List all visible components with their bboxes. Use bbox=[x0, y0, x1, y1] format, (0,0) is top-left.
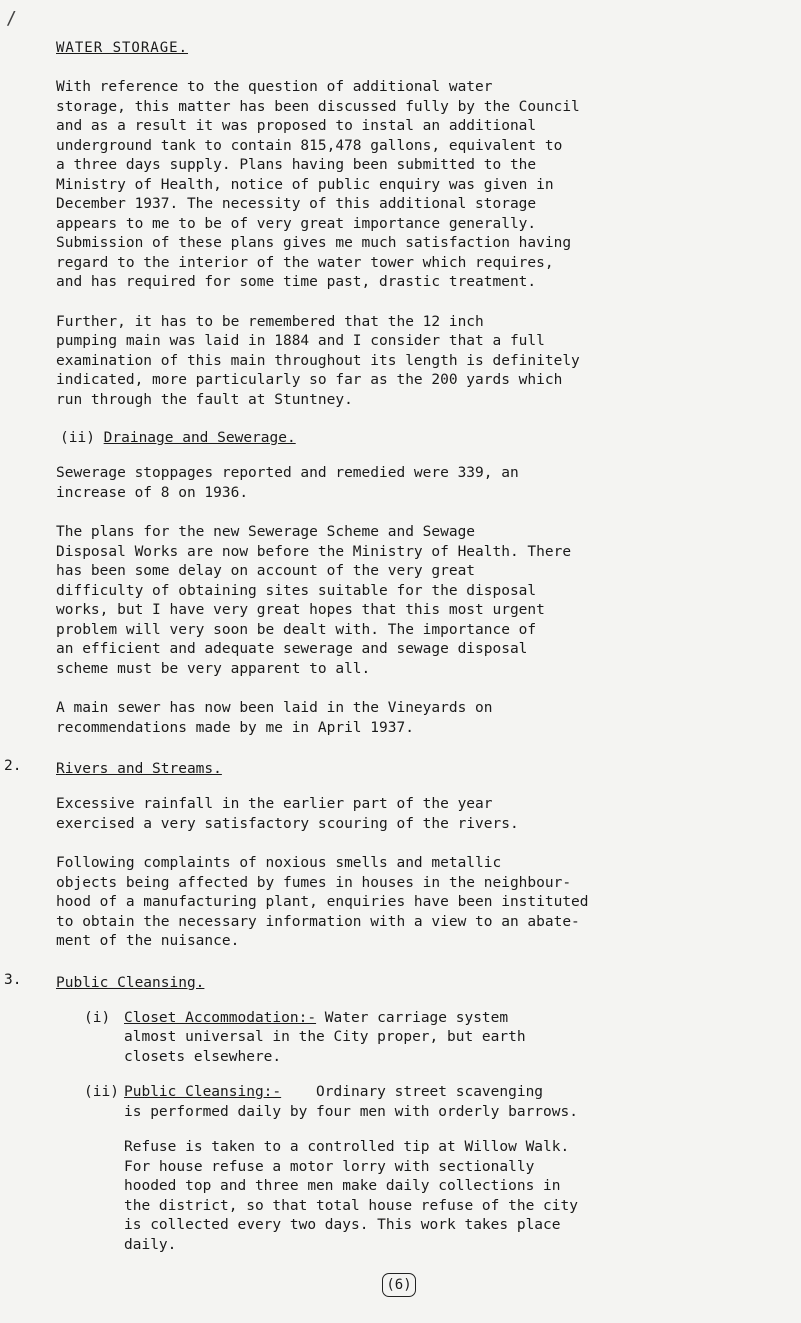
page-number: (6) bbox=[382, 1273, 416, 1297]
paragraph-rivers-1: Excessive rainfall in the earlier part of the year exercised a very satisfactory scouring of the rivers. bbox=[56, 796, 519, 832]
paragraph-water-storage-1: With reference to the question of additional water storage, this matter has been discussed fully by the Council and as a result it was proposed to instal an additional underground tank to contain 815,478 gallons, equivalent to a three days supply. Plans having been submitted to the Ministry of Health, notice of public enquiry was given in December 1937. The necessity of this additional storage appears to me to be of very great importance generally. Submission of these plans gives me much satisfaction having regard to the interior of the water tower which requires, and has required for some time past, drastic treatment. bbox=[56, 79, 580, 290]
paragraph-main-sewer: A main sewer has now been laid in the Vineyards on recommendations made by me in April 1937. bbox=[56, 700, 493, 736]
list-item-public-cleansing bbox=[84, 1083, 781, 1122]
item-lead: Public Cleansing:- bbox=[124, 1084, 282, 1100]
section-title: Public Cleansing. bbox=[56, 974, 205, 991]
paragraph-water-storage-2: Further, it has to be remembered that the 12 inch pumping main was laid in 1884 and I consider that a full examination of this main throughout its length is definitely indicated, more particularly so far as the 200 yards which run through the fault at Stuntney. bbox=[56, 313, 580, 408]
subheading-number: (ii) bbox=[60, 430, 95, 446]
section-number: 2. bbox=[4, 758, 22, 774]
list-item-closet-accommodation bbox=[84, 1009, 781, 1068]
paragraph-sewerage-scheme: The plans for the new Sewerage Scheme and Sewage Disposal Works are now before the Ministry of Health. There has been some delay on account of the very great difficulty of obtaining sites suitable for the disposal works, but I have very great hopes that this most urgent problem will very soon be dealt with. The importance of an efficient and adequate sewerage and sewage disposal scheme must be very apparent to all. bbox=[56, 524, 572, 677]
subheading-title: Drainage and Sewerage. bbox=[103, 430, 296, 446]
section-title: Rivers and Streams. bbox=[56, 761, 222, 777]
item-text: Water carriage system almost universal in the City proper, but earth closets elsewhere. bbox=[124, 1009, 526, 1065]
section-2-heading bbox=[4, 758, 781, 777]
margin-mark: / bbox=[6, 8, 17, 29]
subheading-drainage bbox=[60, 430, 781, 446]
paragraph-rivers-2: Following complaints of noxious smells and metallic objects being affected by fumes in houses in the neighbour- hood of a manufacturing plant, enquiries have been instituted to obtain the necessary information with a view to an abate- ment of the nuisance. bbox=[56, 855, 589, 949]
item-number: (ii) bbox=[84, 1084, 119, 1100]
section-number: 3. bbox=[4, 971, 22, 988]
section-3-heading bbox=[4, 971, 781, 991]
item-lead: Closet Accommodation:- bbox=[124, 1009, 317, 1026]
item-text: Ordinary street scavenging is performed daily by four men with orderly barrows. bbox=[124, 1084, 578, 1120]
section-heading-water-storage: WATER STORAGE. bbox=[56, 40, 189, 56]
paragraph-refuse: Refuse is taken to a controlled tip at Willow Walk. For house refuse a motor lorry with sectionally hooded top and three men make daily collections in the district, so that total house refuse of the city is collected every two days. This work takes place daily. bbox=[124, 1139, 578, 1253]
paragraph-sewerage-stoppages: Sewerage stoppages reported and remedied were 339, an increase of 8 on 1936. bbox=[56, 465, 519, 501]
item-number: (i) bbox=[84, 1009, 111, 1026]
